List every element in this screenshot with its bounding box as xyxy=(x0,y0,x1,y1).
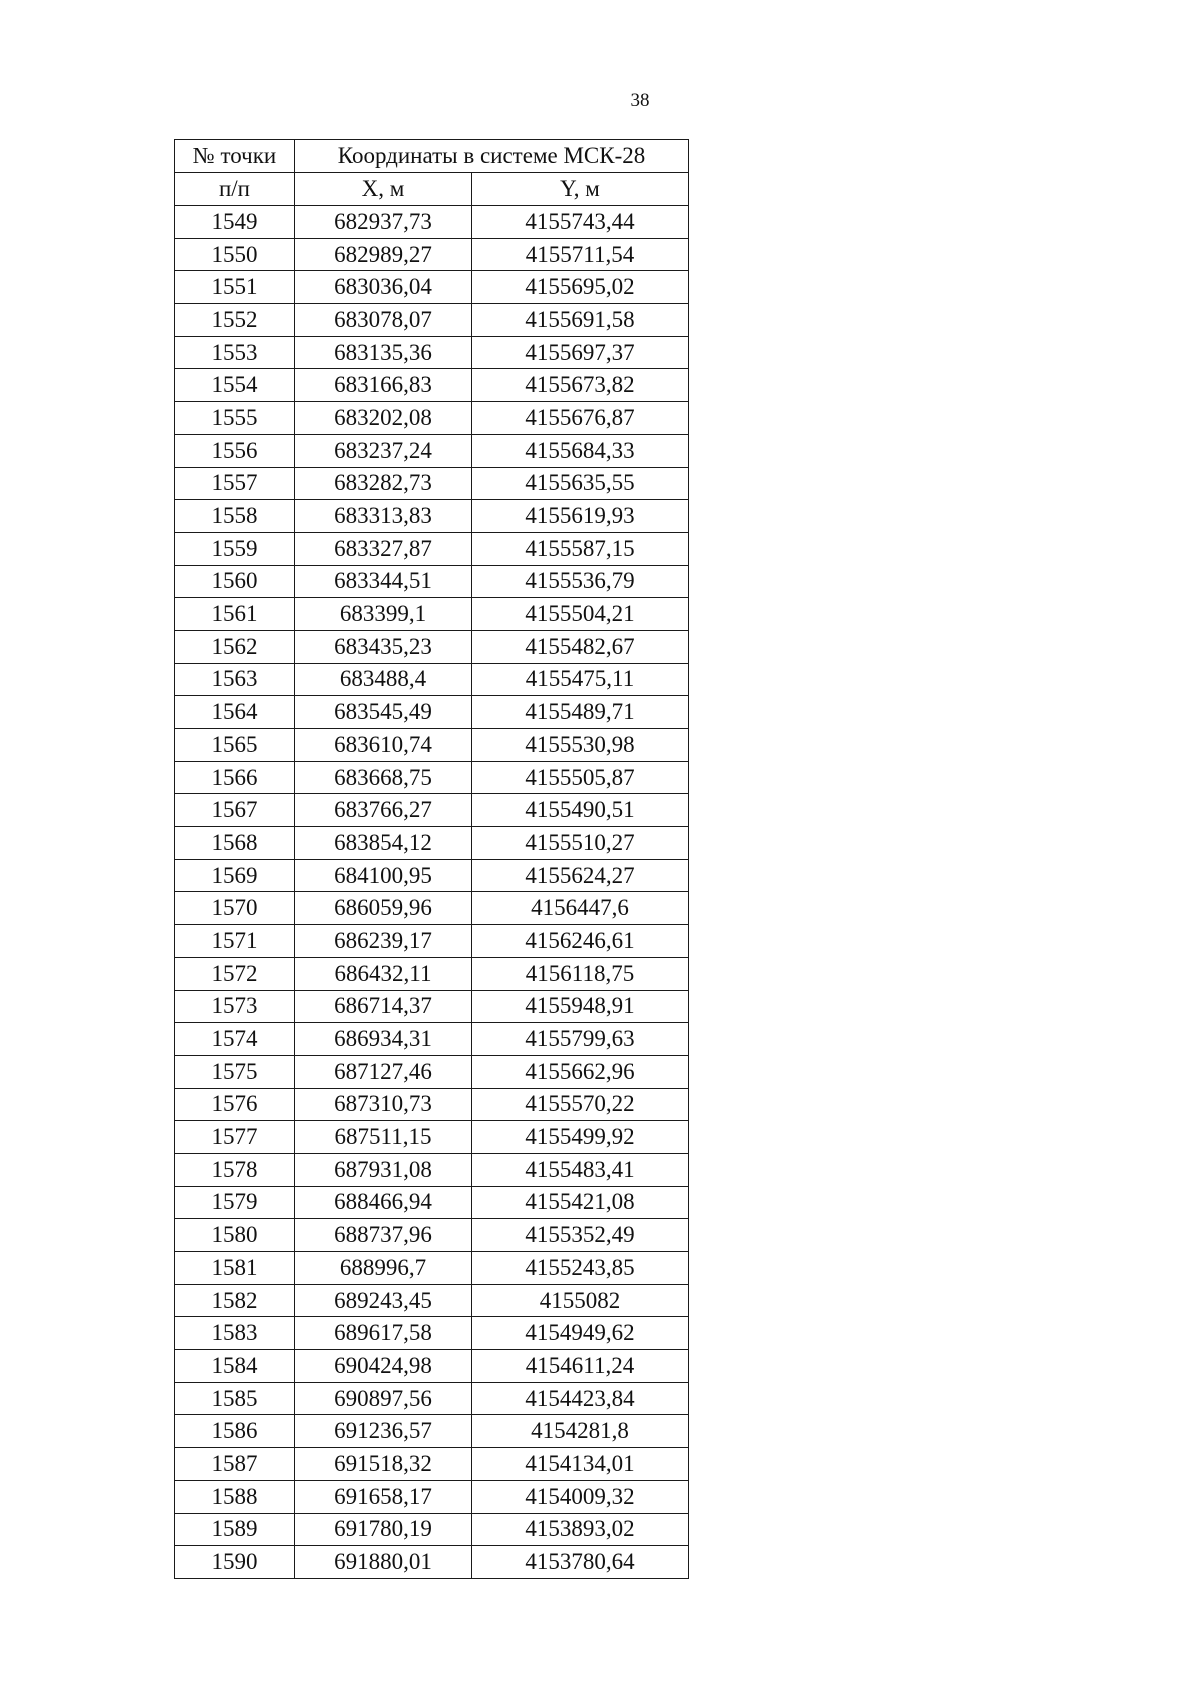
header-y: Y, м xyxy=(472,173,689,206)
cell-x: 683327,87 xyxy=(295,532,472,565)
cell-point-no: 1574 xyxy=(175,1023,295,1056)
page-number: 38 xyxy=(630,90,650,111)
cell-y: 4155489,71 xyxy=(472,696,689,729)
cell-point-no: 1577 xyxy=(175,1121,295,1154)
coordinates-table xyxy=(174,139,689,1579)
cell-y: 4155530,98 xyxy=(472,729,689,762)
cell-point-no: 1562 xyxy=(175,630,295,663)
cell-x: 691518,32 xyxy=(295,1448,472,1481)
cell-point-no: 1590 xyxy=(175,1546,295,1579)
cell-x: 682937,73 xyxy=(295,206,472,239)
cell-point-no: 1586 xyxy=(175,1415,295,1448)
cell-point-no: 1549 xyxy=(175,206,295,239)
cell-x: 683435,23 xyxy=(295,630,472,663)
cell-x: 683166,83 xyxy=(295,369,472,402)
cell-y: 4155536,79 xyxy=(472,565,689,598)
cell-y: 4155711,54 xyxy=(472,238,689,271)
cell-x: 683610,74 xyxy=(295,729,472,762)
table-row xyxy=(175,729,689,762)
table-row xyxy=(175,238,689,271)
table-row xyxy=(175,1023,689,1056)
cell-point-no: 1589 xyxy=(175,1513,295,1546)
table-row xyxy=(175,434,689,467)
cell-x: 683202,08 xyxy=(295,402,472,435)
cell-point-no: 1578 xyxy=(175,1153,295,1186)
cell-x: 683766,27 xyxy=(295,794,472,827)
table-row xyxy=(175,761,689,794)
table-body xyxy=(175,206,689,1579)
cell-point-no: 1587 xyxy=(175,1448,295,1481)
table-row xyxy=(175,1317,689,1350)
cell-y: 4156447,6 xyxy=(472,892,689,925)
cell-x: 691880,01 xyxy=(295,1546,472,1579)
table-row xyxy=(175,1448,689,1481)
cell-point-no: 1572 xyxy=(175,957,295,990)
cell-point-no: 1581 xyxy=(175,1252,295,1285)
cell-x: 691236,57 xyxy=(295,1415,472,1448)
cell-x: 688737,96 xyxy=(295,1219,472,1252)
cell-y: 4155482,67 xyxy=(472,630,689,663)
table-row xyxy=(175,1055,689,1088)
cell-point-no: 1557 xyxy=(175,467,295,500)
table-row xyxy=(175,1480,689,1513)
cell-x: 690424,98 xyxy=(295,1350,472,1383)
cell-y: 4155691,58 xyxy=(472,304,689,337)
cell-y: 4155948,91 xyxy=(472,990,689,1023)
table-row xyxy=(175,1350,689,1383)
cell-point-no: 1576 xyxy=(175,1088,295,1121)
cell-point-no: 1561 xyxy=(175,598,295,631)
table-row xyxy=(175,1186,689,1219)
cell-x: 691658,17 xyxy=(295,1480,472,1513)
header-point-no: № точки xyxy=(175,140,295,173)
cell-x: 683135,36 xyxy=(295,336,472,369)
table-row xyxy=(175,1546,689,1579)
cell-y: 4155697,37 xyxy=(472,336,689,369)
cell-point-no: 1553 xyxy=(175,336,295,369)
table-row xyxy=(175,794,689,827)
cell-x: 683344,51 xyxy=(295,565,472,598)
cell-x: 683399,1 xyxy=(295,598,472,631)
cell-x: 687127,46 xyxy=(295,1055,472,1088)
cell-x: 686432,11 xyxy=(295,957,472,990)
cell-x: 689617,58 xyxy=(295,1317,472,1350)
table-row xyxy=(175,336,689,369)
table-header xyxy=(175,140,689,206)
cell-point-no: 1585 xyxy=(175,1382,295,1415)
cell-y: 4155662,96 xyxy=(472,1055,689,1088)
table-row xyxy=(175,271,689,304)
cell-x: 683282,73 xyxy=(295,467,472,500)
table-row xyxy=(175,532,689,565)
cell-x: 688466,94 xyxy=(295,1186,472,1219)
cell-y: 4155673,82 xyxy=(472,369,689,402)
cell-x: 686239,17 xyxy=(295,925,472,958)
cell-point-no: 1555 xyxy=(175,402,295,435)
table-row xyxy=(175,304,689,337)
table-row xyxy=(175,925,689,958)
cell-y: 4155570,22 xyxy=(472,1088,689,1121)
cell-x: 683313,83 xyxy=(295,500,472,533)
cell-point-no: 1554 xyxy=(175,369,295,402)
cell-point-no: 1558 xyxy=(175,500,295,533)
cell-y: 4155490,51 xyxy=(472,794,689,827)
cell-y: 4155695,02 xyxy=(472,271,689,304)
cell-y: 4154611,24 xyxy=(472,1350,689,1383)
table-row xyxy=(175,859,689,892)
cell-y: 4154134,01 xyxy=(472,1448,689,1481)
cell-x: 683078,07 xyxy=(295,304,472,337)
cell-x: 687931,08 xyxy=(295,1153,472,1186)
cell-point-no: 1559 xyxy=(175,532,295,565)
cell-y: 4155421,08 xyxy=(472,1186,689,1219)
cell-point-no: 1569 xyxy=(175,859,295,892)
cell-point-no: 1584 xyxy=(175,1350,295,1383)
cell-point-no: 1565 xyxy=(175,729,295,762)
cell-point-no: 1563 xyxy=(175,663,295,696)
cell-y: 4155743,44 xyxy=(472,206,689,239)
cell-x: 683545,49 xyxy=(295,696,472,729)
table-row xyxy=(175,1415,689,1448)
table-row xyxy=(175,565,689,598)
cell-y: 4155475,11 xyxy=(472,663,689,696)
table-row xyxy=(175,1252,689,1285)
header-point-no-sub: п/п xyxy=(175,173,295,206)
cell-y: 4155504,21 xyxy=(472,598,689,631)
cell-point-no: 1551 xyxy=(175,271,295,304)
cell-y: 4155587,15 xyxy=(472,532,689,565)
cell-point-no: 1566 xyxy=(175,761,295,794)
cell-y: 4154281,8 xyxy=(472,1415,689,1448)
cell-point-no: 1567 xyxy=(175,794,295,827)
cell-x: 683237,24 xyxy=(295,434,472,467)
cell-y: 4153780,64 xyxy=(472,1546,689,1579)
cell-point-no: 1570 xyxy=(175,892,295,925)
cell-x: 688996,7 xyxy=(295,1252,472,1285)
table-row xyxy=(175,827,689,860)
cell-y: 4154949,62 xyxy=(472,1317,689,1350)
table-row xyxy=(175,598,689,631)
cell-point-no: 1583 xyxy=(175,1317,295,1350)
cell-y: 4155635,55 xyxy=(472,467,689,500)
cell-point-no: 1560 xyxy=(175,565,295,598)
table-row xyxy=(175,957,689,990)
table-row xyxy=(175,1382,689,1415)
table-row xyxy=(175,1088,689,1121)
cell-x: 682989,27 xyxy=(295,238,472,271)
cell-x: 683668,75 xyxy=(295,761,472,794)
cell-y: 4153893,02 xyxy=(472,1513,689,1546)
cell-point-no: 1582 xyxy=(175,1284,295,1317)
cell-y: 4155352,49 xyxy=(472,1219,689,1252)
table-row xyxy=(175,1153,689,1186)
cell-y: 4155619,93 xyxy=(472,500,689,533)
table-row xyxy=(175,467,689,500)
cell-x: 691780,19 xyxy=(295,1513,472,1546)
cell-y: 4154423,84 xyxy=(472,1382,689,1415)
cell-y: 4155505,87 xyxy=(472,761,689,794)
cell-point-no: 1552 xyxy=(175,304,295,337)
cell-x: 689243,45 xyxy=(295,1284,472,1317)
cell-y: 4156246,61 xyxy=(472,925,689,958)
cell-point-no: 1580 xyxy=(175,1219,295,1252)
table-row xyxy=(175,892,689,925)
cell-x: 683036,04 xyxy=(295,271,472,304)
cell-x: 690897,56 xyxy=(295,1382,472,1415)
cell-point-no: 1571 xyxy=(175,925,295,958)
table-row xyxy=(175,206,689,239)
table-row xyxy=(175,663,689,696)
table-row xyxy=(175,500,689,533)
table-row xyxy=(175,1219,689,1252)
cell-x: 687310,73 xyxy=(295,1088,472,1121)
table-row xyxy=(175,1121,689,1154)
cell-y: 4155624,27 xyxy=(472,859,689,892)
cell-x: 686934,31 xyxy=(295,1023,472,1056)
cell-y: 4154009,32 xyxy=(472,1480,689,1513)
cell-y: 4155684,33 xyxy=(472,434,689,467)
table-row xyxy=(175,990,689,1023)
cell-point-no: 1579 xyxy=(175,1186,295,1219)
cell-x: 683854,12 xyxy=(295,827,472,860)
header-coordinates: Координаты в системе МСК-28 xyxy=(295,140,689,173)
cell-point-no: 1550 xyxy=(175,238,295,271)
table-row xyxy=(175,402,689,435)
table-row xyxy=(175,369,689,402)
cell-x: 686059,96 xyxy=(295,892,472,925)
header-x: X, м xyxy=(295,173,472,206)
cell-y: 4155676,87 xyxy=(472,402,689,435)
cell-y: 4156118,75 xyxy=(472,957,689,990)
table-row xyxy=(175,630,689,663)
cell-x: 683488,4 xyxy=(295,663,472,696)
cell-x: 687511,15 xyxy=(295,1121,472,1154)
table-row xyxy=(175,1513,689,1546)
cell-y: 4155510,27 xyxy=(472,827,689,860)
cell-point-no: 1573 xyxy=(175,990,295,1023)
table-row xyxy=(175,696,689,729)
cell-x: 684100,95 xyxy=(295,859,472,892)
cell-y: 4155082 xyxy=(472,1284,689,1317)
cell-point-no: 1564 xyxy=(175,696,295,729)
cell-y: 4155499,92 xyxy=(472,1121,689,1154)
cell-y: 4155483,41 xyxy=(472,1153,689,1186)
cell-point-no: 1575 xyxy=(175,1055,295,1088)
cell-y: 4155799,63 xyxy=(472,1023,689,1056)
cell-point-no: 1568 xyxy=(175,827,295,860)
cell-point-no: 1588 xyxy=(175,1480,295,1513)
table-row xyxy=(175,1284,689,1317)
cell-point-no: 1556 xyxy=(175,434,295,467)
cell-x: 686714,37 xyxy=(295,990,472,1023)
cell-y: 4155243,85 xyxy=(472,1252,689,1285)
